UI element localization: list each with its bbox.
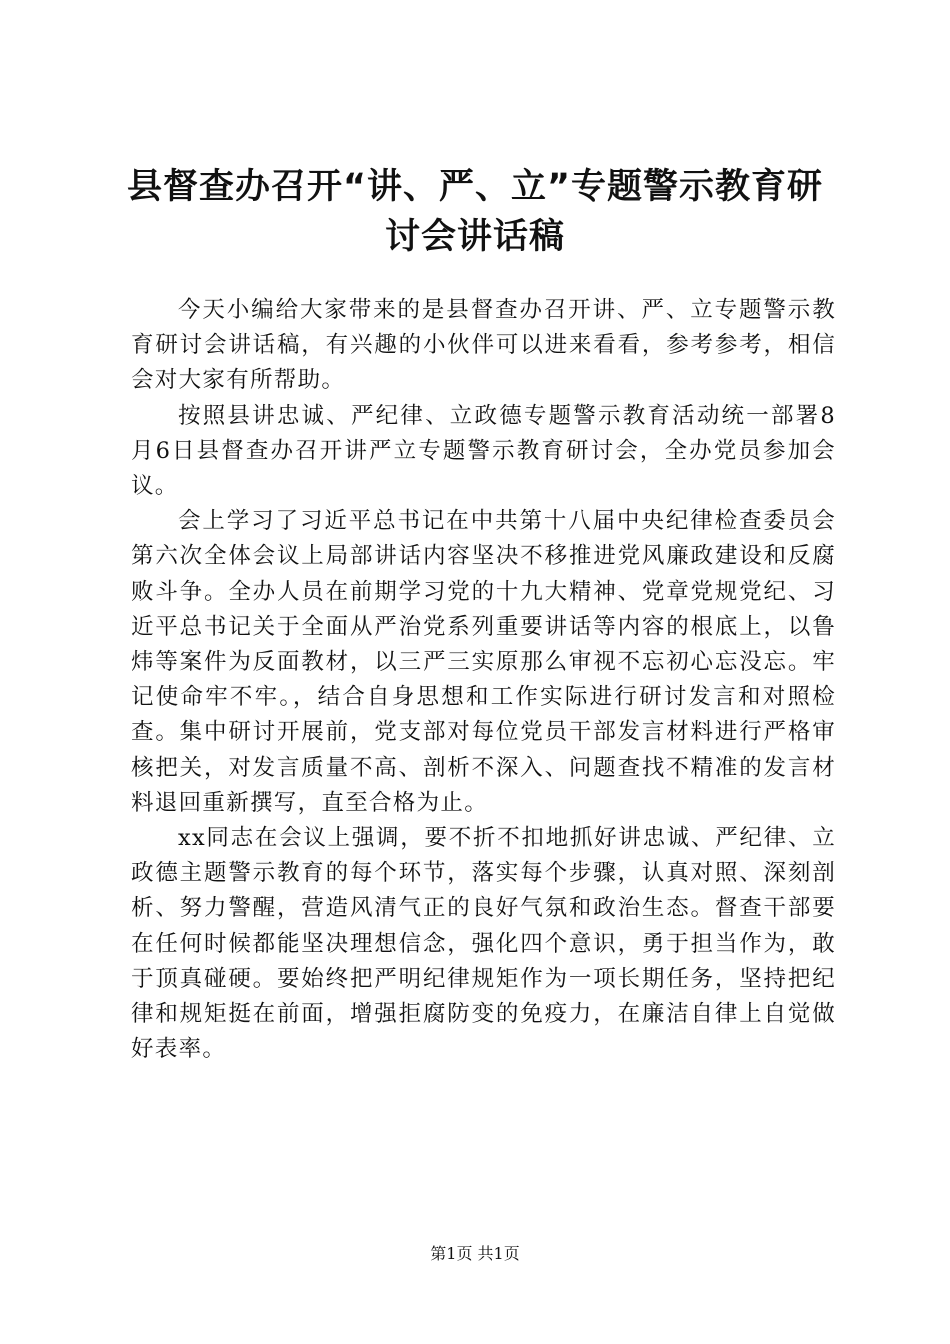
page-footer: 第1页 共1页 <box>430 1244 520 1263</box>
paragraph-meeting: 按照县讲忠诚、严纪律、立政德专题警示教育活动统一部署8月6日县督查办召开讲严立专题警示教育研讨会，全办党员参加会议。 <box>131 402 836 500</box>
title-line-2: 讨会讲话稿 <box>384 217 565 257</box>
paragraph-study: 会上学习了习近平总书记在中共第十八届中央纪律检查委员会第六次全体会议上局部讲话内容坚决不移推进党风廉政建设和反腐败斗争。全办人员在前期学习党的十九大精神、党章党规党纪、习近平总书记关于全面从严治党系列重要讲话等内容的根底上，以鲁炜等案件为反面教材，以三严三实原那么审视不忘初心忘没忘。牢记使命牢不牢。，结合自身思想和工作实际进行研讨发言和对照检查。集中研讨开展前，党支部对每位党员干部发言材料进行严格审核把关，对发言质量不高、剖析不深入、问题查找不精准的发言材料退回重新撰写，直至合格为止。 <box>131 508 836 816</box>
document-title <box>110 162 840 262</box>
paragraph-intro: 今天小编给大家带来的是县督查办召开讲、严、立专题警示教育研讨会讲话稿，有兴趣的小伙伴可以进来看看，参考参考，相信会对大家有所帮助。 <box>131 297 836 394</box>
title-line-1: 县督查办召开“讲、严、立”专题警示教育研 <box>126 167 823 207</box>
document-body <box>131 293 836 1067</box>
paragraph-emphasis: xx同志在会议上强调，要不折不扣地抓好讲忠诚、严纪律、立政德主题警示教育的每个环节，落实每个步骤，认真对照、深刻剖析、努力警醒，营造风清气正的良好气氛和政治生态。督查干部要在任何时候都能坚决理想信念，强化四个意识，勇于担当作为，敢于顶真碰硬。要始终把严明纪律规矩作为一项长期任务，坚持把纪律和规矩挺在前面，增强拒腐防变的免疫力，在廉洁自律上自觉做好表率。 <box>131 825 836 1063</box>
